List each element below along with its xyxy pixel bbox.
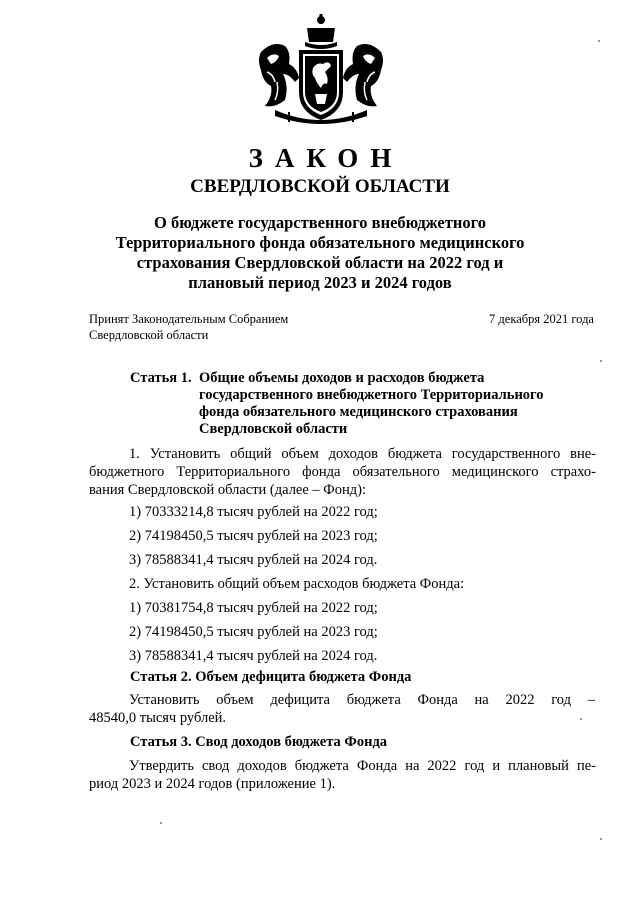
article-1-title-line: Свердловской области bbox=[199, 421, 348, 437]
expense-item: 3) 78588341,4 тысяч рублей на 2024 год. bbox=[129, 648, 378, 664]
article-1-paragraph-1 bbox=[89, 445, 596, 499]
scan-speck bbox=[598, 40, 600, 42]
law-title: ЗАКОН bbox=[248, 143, 404, 173]
paragraph-line: бюджетного Территориального фонда обязательного медицинского страхо- bbox=[89, 464, 596, 480]
scan-speck bbox=[160, 822, 162, 824]
expense-item: 2) 74198450,5 тысяч рублей на 2023 год; bbox=[129, 624, 378, 640]
income-item: 3) 78588341,4 тысяч рублей на 2024 год. bbox=[129, 552, 378, 568]
scan-speck bbox=[600, 360, 602, 362]
article-1-title-line: государственного внебюджетного Территориального bbox=[199, 387, 544, 403]
article-3-heading: Статья 3. Свод доходов бюджета Фонда bbox=[130, 734, 388, 750]
article-2-heading: Статья 2. Объем дефицита бюджета Фонда bbox=[130, 669, 412, 685]
scan-speck bbox=[580, 718, 582, 720]
adopted-by-line: Свердловской области bbox=[89, 328, 209, 342]
article-3-text-line: риод 2023 и 2024 годов (приложение 1). bbox=[89, 776, 336, 792]
coat-of-arms-icon bbox=[255, 12, 387, 130]
adopted-by bbox=[89, 311, 288, 343]
article-1-heading bbox=[130, 370, 590, 440]
article-1-paragraph-2: 2. Установить общий объем расходов бюджета Фонда: bbox=[129, 576, 465, 592]
article-3-text-line: Утвердить свод доходов бюджета Фонда на 2022 год и плановый пе- bbox=[129, 758, 596, 774]
region-title: СВЕРДЛОВСКОЙ ОБЛАСТИ bbox=[190, 176, 450, 197]
article-2-text-line: Установить объем дефицита бюджета Фонда на 2022 год – bbox=[129, 692, 595, 708]
adoption-date: 7 декабря 2021 года bbox=[489, 312, 594, 326]
paragraph-line: 1. Установить общий объем доходов бюджета государственного вне- bbox=[129, 446, 596, 462]
subject-line: Территориального фонда обязательного медицинского bbox=[115, 233, 525, 252]
income-item: 2) 74198450,5 тысяч рублей на 2023 год; bbox=[129, 528, 378, 544]
scan-speck bbox=[600, 838, 602, 840]
article-1-title-line: фонда обязательного медицинского страхования bbox=[199, 404, 518, 420]
income-item: 1) 70333214,8 тысяч рублей на 2022 год; bbox=[129, 504, 378, 520]
subject-line: плановый период 2023 и 2024 годов bbox=[188, 273, 452, 292]
article-1-label: Статья 1. bbox=[130, 370, 192, 386]
law-subject bbox=[90, 213, 550, 293]
subject-line: страхования Свердловской области на 2022 год и bbox=[136, 253, 504, 272]
adopted-by-line: Принят Законодательным Собранием bbox=[89, 312, 289, 326]
article-1-title-line: Общие объемы доходов и расходов бюджета bbox=[199, 370, 485, 386]
subject-line: О бюджете государственного внебюджетного bbox=[154, 213, 486, 232]
article-1-title bbox=[199, 370, 544, 438]
paragraph-line: вания Свердловской области (далее – Фонд): bbox=[89, 482, 367, 498]
expense-item: 1) 70381754,8 тысяч рублей на 2022 год; bbox=[129, 600, 378, 616]
article-2-text-line: 48540,0 тысяч рублей. bbox=[89, 710, 227, 726]
